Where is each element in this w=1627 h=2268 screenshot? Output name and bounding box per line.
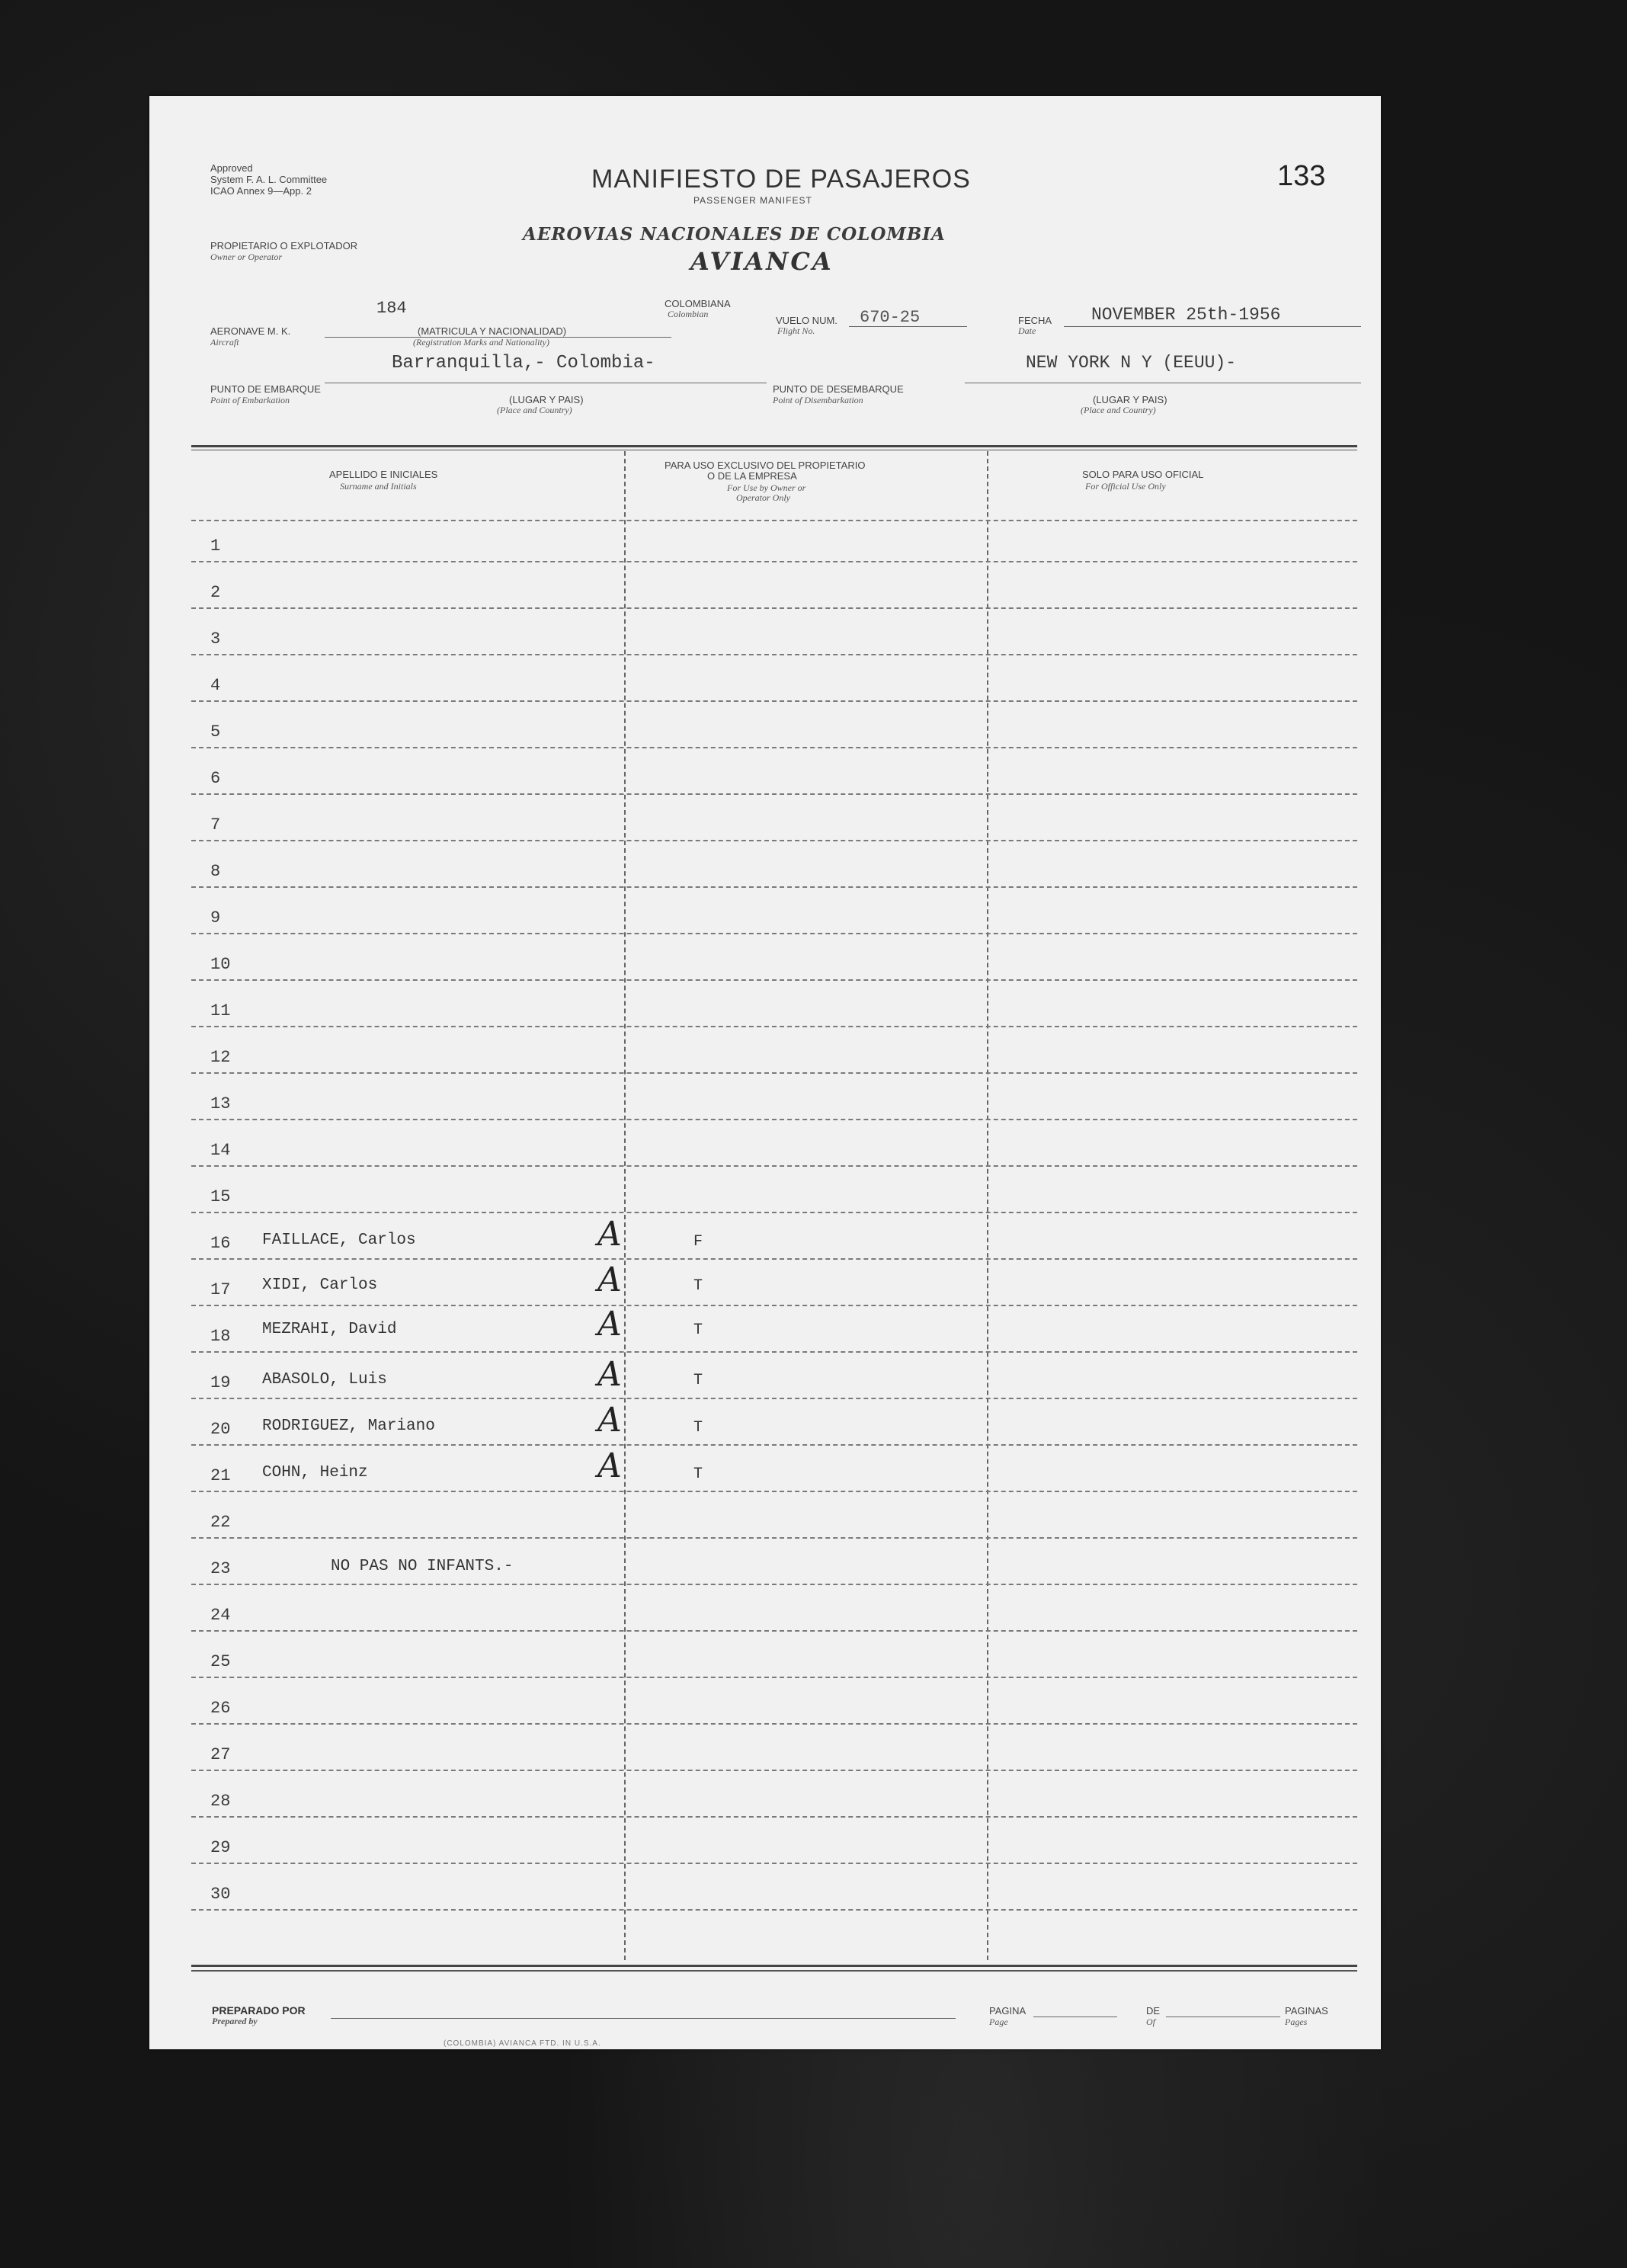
- manifest-subtitle: PASSENGER MANIFEST: [693, 195, 812, 206]
- column-header-owner-en-2: Operator Only: [736, 492, 790, 503]
- row-number: 8: [210, 862, 221, 881]
- row-number: 28: [210, 1792, 231, 1811]
- date-label: FECHA: [1018, 315, 1052, 326]
- passenger-name: ABASOLO, Luis: [262, 1371, 387, 1389]
- flight-number-label-en: Flight No.: [777, 325, 815, 336]
- row-number: 23: [210, 1559, 231, 1578]
- page-label: PAGINA: [989, 2005, 1026, 2017]
- row-number: 3: [210, 629, 221, 649]
- handwritten-mark: A: [597, 1305, 622, 1344]
- row-number: 21: [210, 1466, 231, 1485]
- row-number: 13: [210, 1094, 231, 1113]
- row-number: 29: [210, 1838, 231, 1857]
- aircraft-label-en: Aircraft: [210, 337, 239, 348]
- date-value: NOVEMBER 25th-1956: [1091, 305, 1281, 325]
- passenger-class: T: [693, 1419, 703, 1437]
- flight-number-label: VUELO NUM.: [776, 315, 838, 326]
- handwritten-mark: A: [597, 1261, 622, 1299]
- registration-label-en: (Registration Marks and Nationality): [413, 337, 549, 348]
- column-header-surname: APELLIDO E INICIALES: [329, 469, 438, 480]
- row-number: 12: [210, 1048, 231, 1067]
- manifest-title: MANIFIESTO DE PASAJEROS: [591, 165, 971, 194]
- embark-place-label: (LUGAR Y PAIS): [509, 394, 584, 405]
- disembarkation-value: NEW YORK N Y (EEUU)-: [1026, 353, 1237, 373]
- passenger-name: RODRIGUEZ, Mariano: [262, 1418, 435, 1435]
- passenger-name: MEZRAHI, David: [262, 1321, 397, 1338]
- airline-brand: AVIANCA: [690, 247, 834, 276]
- row-number: 16: [210, 1234, 231, 1253]
- of-label: DE: [1146, 2005, 1161, 2017]
- handwritten-mark: A: [597, 1215, 622, 1254]
- passenger-class: T: [693, 1321, 703, 1339]
- owner-label: PROPIETARIO O EXPLOTADOR: [210, 240, 358, 251]
- row-number: 20: [210, 1420, 231, 1439]
- handwritten-mark: A: [597, 1401, 622, 1440]
- row-number: 26: [210, 1699, 231, 1718]
- row-number: 2: [210, 583, 221, 602]
- row-number: 9: [210, 908, 221, 927]
- date-label-en: Date: [1018, 325, 1036, 336]
- row-number: 14: [210, 1141, 231, 1160]
- manifest-note: NO PAS NO INFANTS.-: [331, 1558, 514, 1575]
- embark-place-label-en: (Place and Country): [497, 405, 572, 415]
- disembarkation-label-en: Point of Disembarkation: [773, 395, 863, 405]
- column-header-owner: PARA USO EXCLUSIVO DEL PROPIETARIO: [665, 460, 866, 471]
- approval-line-2: System F. A. L. Committee: [210, 174, 328, 185]
- row-number: 10: [210, 955, 231, 974]
- column-header-owner-2: O DE LA EMPRESA: [707, 470, 797, 482]
- row-number: 17: [210, 1280, 231, 1299]
- owner-label-en: Owner or Operator: [210, 251, 283, 262]
- passenger-class: T: [693, 1466, 703, 1483]
- row-number: 19: [210, 1373, 231, 1392]
- row-number: 5: [210, 722, 221, 742]
- row-number: 24: [210, 1606, 231, 1625]
- row-number: 27: [210, 1745, 231, 1764]
- handwritten-mark: A: [597, 1355, 622, 1394]
- passenger-class: T: [693, 1277, 703, 1295]
- disembark-place-label: (LUGAR Y PAIS): [1093, 394, 1167, 405]
- embarkation-value: Barranquilla,- Colombia-: [392, 353, 655, 373]
- approval-line-1: Approved: [210, 162, 253, 174]
- aircraft-label: AERONAVE M. K.: [210, 325, 291, 337]
- row-number: 22: [210, 1513, 231, 1532]
- row-number: 7: [210, 815, 221, 834]
- column-header-surname-en: Surname and Initials: [340, 481, 417, 492]
- prepared-by-label: PREPARADO POR: [212, 2004, 306, 2017]
- disembarkation-label: PUNTO DE DESEMBARQUE: [773, 383, 904, 395]
- column-header-official-en: For Official Use Only: [1085, 481, 1166, 492]
- handwritten-mark: A: [597, 1446, 622, 1485]
- disembark-place-label-en: (Place and Country): [1081, 405, 1156, 415]
- pages-label-en: Pages: [1285, 2017, 1308, 2027]
- registration-label: (MATRICULA Y NACIONALIDAD): [418, 325, 567, 337]
- row-number: 25: [210, 1652, 231, 1671]
- page-label-en: Page: [989, 2017, 1008, 2027]
- row-number: 15: [210, 1187, 231, 1206]
- passenger-name: XIDI, Carlos: [262, 1277, 378, 1294]
- row-number: 1: [210, 537, 221, 556]
- nationality-label: COLOMBIANA: [665, 298, 731, 309]
- row-number: 6: [210, 769, 221, 788]
- printer-imprint: (COLOMBIA) AVIANCA FTD. IN U.S.A.: [444, 2039, 601, 2048]
- passenger-class: T: [693, 1372, 703, 1389]
- nationality-label-en: Colombian: [668, 309, 709, 319]
- manifest-page: [149, 96, 1381, 2049]
- passenger-name: FAILLACE, Carlos: [262, 1232, 416, 1249]
- aircraft-value: 184: [376, 299, 407, 318]
- embarkation-label: PUNTO DE EMBARQUE: [210, 383, 321, 395]
- airline-name: AEROVIAS NACIONALES DE COLOMBIA: [523, 224, 946, 245]
- row-number: 18: [210, 1327, 231, 1346]
- approval-line-3: ICAO Annex 9—App. 2: [210, 185, 312, 197]
- row-number: 11: [210, 1001, 231, 1020]
- of-label-en: Of: [1146, 2017, 1155, 2027]
- page-stamp-number: 133: [1277, 160, 1326, 192]
- column-header-official: SOLO PARA USO OFICIAL: [1082, 469, 1204, 480]
- row-number: 4: [210, 676, 221, 695]
- passenger-name: COHN, Heinz: [262, 1464, 368, 1482]
- prepared-by-label-en: Prepared by: [212, 2016, 258, 2026]
- pages-label: PAGINAS: [1285, 2005, 1328, 2017]
- column-header-owner-en: For Use by Owner or: [727, 482, 806, 493]
- flight-number-value: 670-25: [860, 308, 921, 327]
- passenger-class: F: [693, 1233, 703, 1251]
- embarkation-label-en: Point of Embarkation: [210, 395, 290, 405]
- row-number: 30: [210, 1885, 231, 1904]
